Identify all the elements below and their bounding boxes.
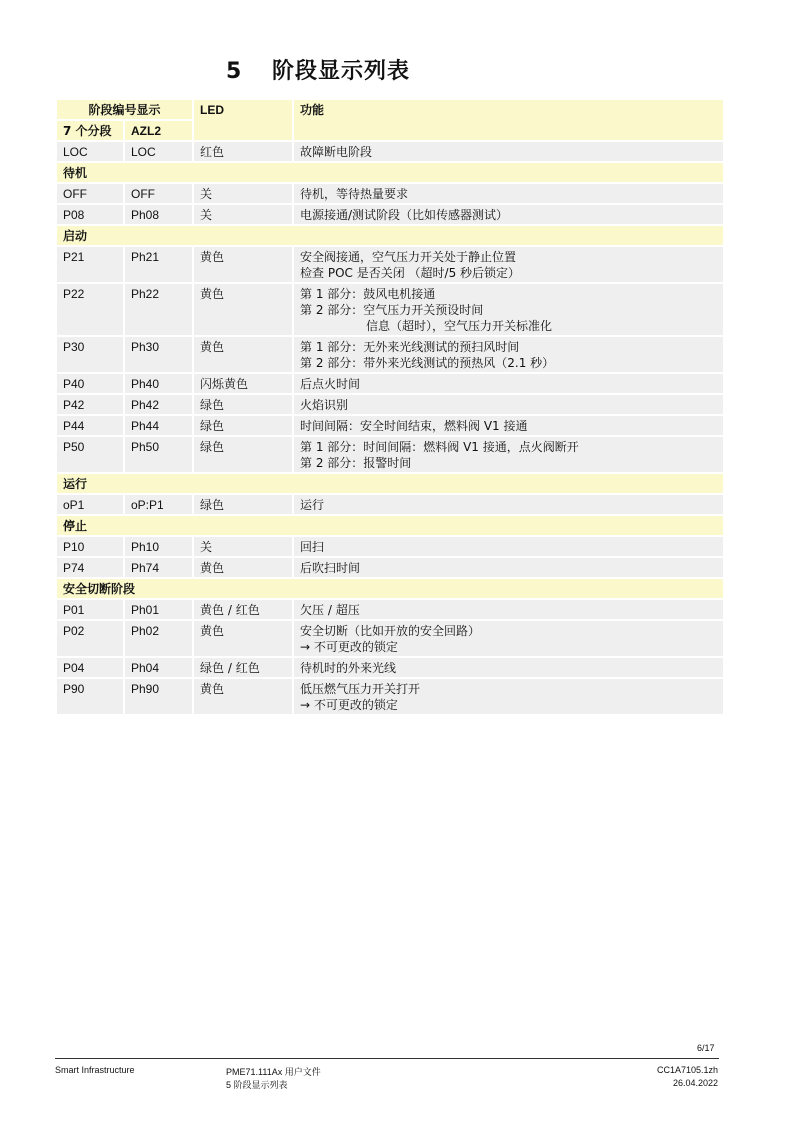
cell-led: 关 (194, 184, 292, 203)
cell-function (294, 600, 723, 619)
table-row (57, 184, 723, 203)
header-function: 功能 (294, 100, 723, 140)
section-number: 5 (226, 59, 243, 84)
table-row (57, 374, 723, 393)
function-line: 后吹扫时间 (300, 561, 361, 575)
table-row (57, 600, 723, 619)
cell-led: 黄色 (194, 558, 292, 577)
table-row (57, 621, 723, 656)
cell-led: 黄色 (194, 284, 292, 335)
cell-7-segment: P10 (57, 537, 123, 556)
table-header-row (57, 100, 723, 119)
cell-function (294, 337, 723, 372)
header-azl2: AZL2 (125, 121, 192, 140)
section-row (57, 579, 723, 598)
cell-7-segment: P50 (57, 437, 123, 472)
cell-azl2: LOC (125, 142, 192, 161)
cell-7-segment: P01 (57, 600, 123, 619)
cell-azl2: Ph08 (125, 205, 192, 224)
cell-7-segment: P02 (57, 621, 123, 656)
footer-divider (55, 1058, 719, 1059)
cell-function (294, 247, 723, 282)
cell-led: 黄色 (194, 337, 292, 372)
cell-azl2: Ph30 (125, 337, 192, 372)
function-line: 第 1 部分：鼓风电机接通 (300, 287, 436, 301)
table-row (57, 284, 723, 335)
cell-azl2: OFF (125, 184, 192, 203)
function-line: 第 2 部分：带外来光线测试的预热风（2.1 秒） (300, 356, 555, 370)
function-line: 电源接通/测试阶段（比如传感器测试） (300, 208, 509, 222)
cell-azl2: Ph42 (125, 395, 192, 414)
cell-function (294, 395, 723, 414)
table-row (57, 679, 723, 714)
table-row (57, 142, 723, 161)
function-line: 火焰识别 (300, 398, 349, 412)
cell-azl2: Ph10 (125, 537, 192, 556)
function-line: 时间间隔：安全时间结束，燃料阀 V1 接通 (300, 419, 528, 433)
footer-date: 26.04.2022 (672, 1078, 718, 1088)
table-row (57, 247, 723, 282)
cell-function (294, 558, 723, 577)
table-row (57, 337, 723, 372)
cell-led: 关 (194, 205, 292, 224)
cell-7-segment: P44 (57, 416, 123, 435)
cell-7-segment: P40 (57, 374, 123, 393)
section-title: 阶段显示列表 (272, 59, 411, 84)
section-label: 运行 (57, 474, 723, 493)
function-line: 回扫 (300, 540, 325, 554)
cell-7-segment: P30 (57, 337, 123, 372)
page-number: 6/17 (697, 1043, 715, 1053)
function-line: 待机，等待热量要求 (300, 187, 409, 201)
cell-led: 黄色 (194, 679, 292, 714)
function-line: 待机时的外来光线 (300, 661, 397, 675)
cell-azl2: Ph01 (125, 600, 192, 619)
phase-display-table (55, 98, 725, 716)
cell-azl2: Ph21 (125, 247, 192, 282)
cell-7-segment: OFF (57, 184, 123, 203)
cell-function (294, 537, 723, 556)
cell-7-segment: P08 (57, 205, 123, 224)
section-row (57, 163, 723, 182)
cell-7-segment: P22 (57, 284, 123, 335)
table-row (57, 416, 723, 435)
footer-doc-section: 5 阶段显示列表 (226, 1080, 288, 1090)
cell-led: 关 (194, 537, 292, 556)
function-line: 安全阀接通，空气压力开关处于静止位置 (300, 250, 517, 264)
footer-company: Smart Infrastructure (55, 1065, 135, 1075)
function-line: 第 1 部分：时间间隔：燃料阀 V1 接通，点火阀断开 (300, 440, 579, 454)
table-row (57, 658, 723, 677)
cell-7-segment: P90 (57, 679, 123, 714)
table-row (57, 558, 723, 577)
cell-led: 绿色 (194, 437, 292, 472)
cell-function (294, 142, 723, 161)
cell-led: 闪烁黄色 (194, 374, 292, 393)
table-row (57, 395, 723, 414)
function-line: 低压燃气压力开关打开 (300, 682, 421, 696)
cell-azl2: Ph90 (125, 679, 192, 714)
cell-function (294, 284, 723, 335)
section-row (57, 474, 723, 493)
function-line: → 不可更改的锁定 (300, 640, 398, 654)
footer-doc-title: PME71.111Ax 用户文件 (226, 1067, 321, 1077)
header-phase-display: 阶段编号显示 (57, 100, 192, 119)
cell-led: 黄色 (194, 247, 292, 282)
cell-function (294, 495, 723, 514)
header-7-segment: 7 个分段 (57, 121, 123, 140)
cell-azl2: Ph74 (125, 558, 192, 577)
table-row (57, 495, 723, 514)
table-row (57, 205, 723, 224)
cell-led: 绿色 / 红色 (194, 658, 292, 677)
cell-function (294, 374, 723, 393)
cell-azl2: Ph04 (125, 658, 192, 677)
cell-led: 绿色 (194, 416, 292, 435)
cell-function (294, 658, 723, 677)
cell-7-segment: P04 (57, 658, 123, 677)
cell-7-segment: LOC (57, 142, 123, 161)
cell-function (294, 621, 723, 656)
cell-7-segment: P21 (57, 247, 123, 282)
function-line: 后点火时间 (300, 377, 361, 391)
section-label: 停止 (57, 516, 723, 535)
header-led: LED (194, 100, 292, 140)
cell-led: 黄色 / 红色 (194, 600, 292, 619)
table-row (57, 437, 723, 472)
function-line: 第 2 部分：空气压力开关预设时间 (300, 303, 484, 317)
function-line: 欠压 / 超压 (300, 603, 360, 617)
table-row (57, 537, 723, 556)
cell-function (294, 205, 723, 224)
section-row (57, 226, 723, 245)
cell-azl2: oP:P1 (125, 495, 192, 514)
function-line: 运行 (300, 498, 325, 512)
cell-function (294, 679, 723, 714)
cell-led: 绿色 (194, 395, 292, 414)
function-line: 检查 POC 是否关闭 （超时/5 秒后锁定） (300, 266, 521, 280)
cell-function (294, 184, 723, 203)
function-line: → 不可更改的锁定 (300, 698, 398, 712)
cell-azl2: Ph22 (125, 284, 192, 335)
cell-function (294, 437, 723, 472)
section-label: 安全切断阶段 (57, 579, 723, 598)
cell-function (294, 416, 723, 435)
cell-azl2: Ph50 (125, 437, 192, 472)
section-label: 启动 (57, 226, 723, 245)
cell-azl2: Ph02 (125, 621, 192, 656)
cell-7-segment: P74 (57, 558, 123, 577)
function-line: 第 1 部分：无外来光线测试的预扫风时间 (300, 340, 520, 354)
function-line: 信息（超时），空气压力开关标准化 (366, 319, 553, 333)
cell-led: 黄色 (194, 621, 292, 656)
function-line: 安全切断（比如开放的安全回路） (300, 624, 481, 638)
section-row (57, 516, 723, 535)
function-line: 第 2 部分：报警时间 (300, 456, 412, 470)
footer-doc-code: CC1A7105.1zh (656, 1065, 718, 1075)
cell-7-segment: oP1 (57, 495, 123, 514)
cell-led: 绿色 (194, 495, 292, 514)
cell-led: 红色 (194, 142, 292, 161)
section-label: 待机 (57, 163, 723, 182)
cell-azl2: Ph40 (125, 374, 192, 393)
page-title (226, 54, 410, 85)
function-line: 故障断电阶段 (300, 145, 373, 159)
cell-azl2: Ph44 (125, 416, 192, 435)
cell-7-segment: P42 (57, 395, 123, 414)
